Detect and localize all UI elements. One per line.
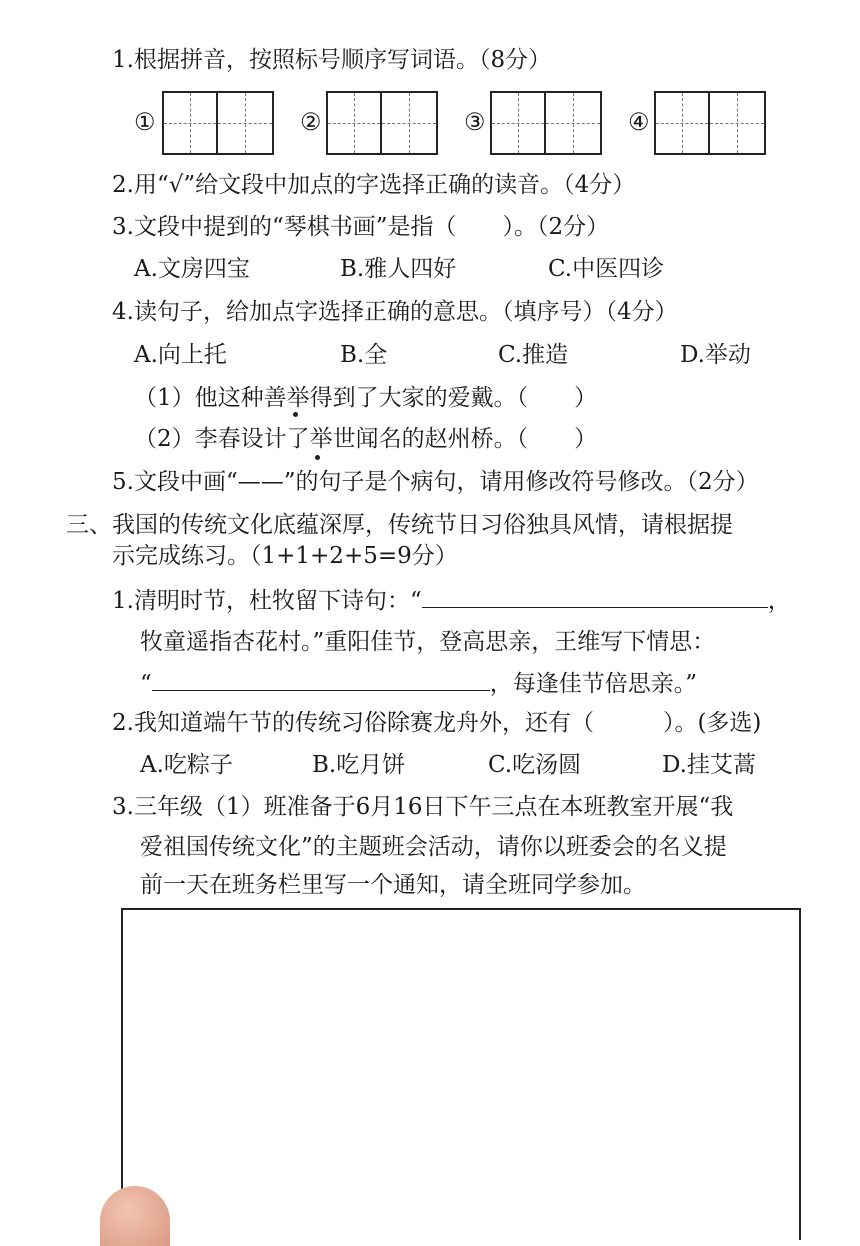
q4-item-2: （2）李春设计了举世闻名的赵州桥。（ ） [134, 426, 598, 452]
q2-title: 2.用“√”给文段中加点的字选择正确的读音。（4分） [112, 172, 636, 198]
s1-line1-suffix: ， [767, 588, 791, 614]
s3-line3: 前一天在班务栏里写一个通知，请全班同学参加。 [140, 872, 646, 898]
q4-item-1: （1）他这种善举得到了大家的爱戴。（ ） [134, 385, 598, 411]
s1-line3 [140, 668, 697, 699]
section3-title-line1: 三、我国的传统文化底蕴深厚，传统节日习俗独具风情，请根据提 [66, 512, 733, 538]
q4-title: 4.读句子，给加点字选择正确的意思。（填序号）（4分） [112, 299, 678, 325]
q5-title: 5.文段中画“——”的句子是个病句，请用修改符号修改。（2分） [112, 469, 759, 495]
s3-line2: 爱祖国传统文化”的主题班会活动，请你以班委会的名义提 [140, 834, 727, 860]
grid-label-3: ③ [464, 108, 486, 136]
s1-line3-prefix: “ [140, 671, 152, 697]
s2-option-c: C.吃汤圆 [488, 752, 582, 778]
poem-blank-2[interactable] [152, 668, 490, 691]
s1-line2: 牧童遥指杏花村。”重阳佳节，登高思亲，王维写下情思： [140, 629, 716, 655]
q4-option-c: C.推造 [498, 342, 569, 368]
word-grid-3[interactable] [464, 91, 614, 153]
grid-label-1: ① [134, 108, 156, 136]
q3-option-c: C.中医四诊 [548, 256, 665, 282]
s1-line1-prefix: 1.清明时节，杜牧留下诗句：“ [112, 588, 422, 614]
word-grid-4[interactable] [628, 91, 778, 153]
emphasis-dot [315, 455, 320, 460]
s1-line1 [112, 585, 791, 616]
s3-line1: 3.三年级（1）班准备于6月16日下午三点在本班教室开展“我 [112, 794, 734, 820]
grid-label-4: ④ [628, 108, 650, 136]
s2-option-b: B.吃月饼 [312, 752, 406, 778]
q4-option-d: D.举动 [680, 342, 751, 368]
grid-label-2: ② [300, 108, 322, 136]
s2-option-d: D.挂艾蒿 [662, 752, 756, 778]
q3-title: 3.文段中提到的“琴棋书画”是指（ ）。（2分） [112, 214, 610, 240]
q3-option-a: A.文房四宝 [134, 256, 250, 282]
q4-option-b: B.全 [340, 342, 388, 368]
emphasis-dot [293, 412, 298, 417]
q3-option-b: B.雅人四好 [340, 256, 457, 282]
q1-title: 1.根据拼音，按照标号顺序写词语。（8分） [112, 47, 552, 73]
word-grid-2[interactable] [300, 91, 450, 153]
s1-line3-suffix: ，每逢佳节倍思亲。” [489, 671, 698, 697]
s2-title: 2.我知道端午节的传统习俗除赛龙舟外，还有（ ）。(多选) [112, 710, 762, 736]
poem-blank-1[interactable] [422, 585, 768, 608]
word-grid-1[interactable] [134, 91, 284, 153]
s2-option-a: A.吃粽子 [140, 752, 233, 778]
section3-title-line2: 示完成练习。（1+1+2+5=9分） [112, 543, 458, 569]
q4-option-a: A.向上托 [134, 342, 227, 368]
notice-answer-box[interactable] [121, 908, 801, 1240]
